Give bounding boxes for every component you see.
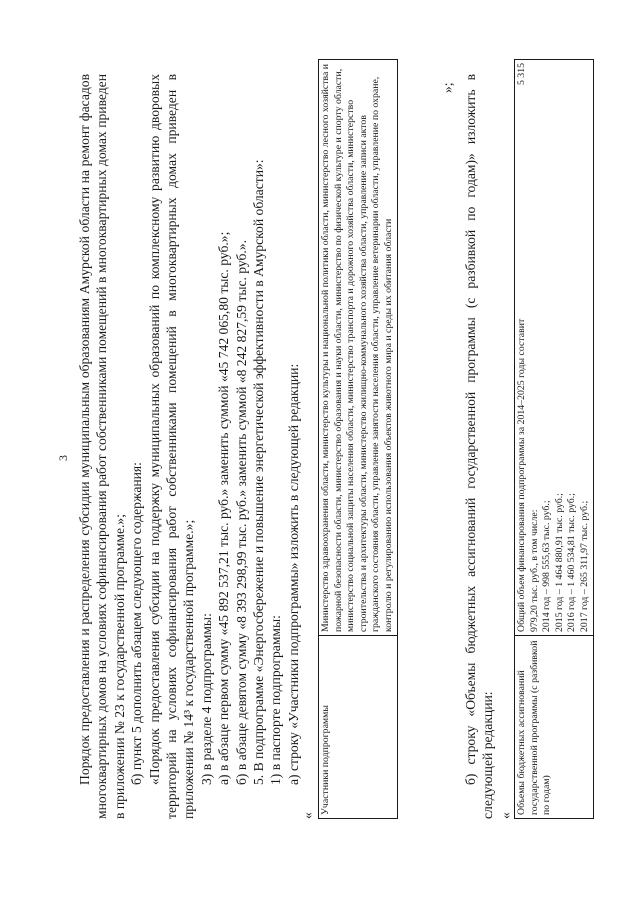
paragraph: а) строку «Участники подпрограммы» изложить в следующей редакции: [285,363,301,785]
paragraph: 5. В подпрограмме «Энергосбережение и повышение энергетической эффективности в Амурской области»: [251,159,267,785]
value-first-tail: 5 315 [516,63,527,86]
value-line: 2016 год – 1 460 534,81 тыс. руб.; [566,493,578,632]
paragraph: 3) в разделе 4 подпрограммы: [198,613,214,785]
value-first-text: Общий объем финансирования подпрограммы за 2014–2025 годы составит [516,318,527,632]
paragraph-after-table: б) строку «Объемы бюджетных ассигнований государственной программы (с разбивкой по годам)» изложить в следующей редакции: [463,74,496,819]
table-row [319,60,398,819]
paragraph: а) в абзаце первом сумму «45 892 537,21 тыс. руб.» заменить суммой «45 742 065,80 тыс. руб.»; [216,231,232,785]
paragraph: Порядок предоставления и распределения субсидии муниципальным образованиям Амурской области на ремонт фасадов многоквартирных домов на условиях софинансирования работ собственниками помещений в многоквартирных домах приведен в приложении № 23 к государственной программе.»; [77,74,127,819]
value-first-line [516,63,529,632]
budget-table [514,59,594,819]
value-line: 2017 год – 265 311,97 тыс. руб.; [578,500,590,632]
paragraph: б) пункт 5 дополнить абзацем следующего содержания: [129,462,145,785]
table-value-cell [515,60,594,636]
paragraph: б) в абзаце девятом сумму «8 393 298,99 тыс. руб.» заменить суммой «8 242 827,59 тыс. руб.». [233,239,249,785]
value-line: 2015 год – 1 464 880,91 тыс. руб.; [553,493,565,632]
paragraph: «Порядок предоставления субсидии на поддержку муниципальных образований по комплексному развитию дворовых территорий на условиях софинансирования работ собственниками помещений в многоквартирных домах приведен в приложении № 14³ к государственной программе.»; [146,74,197,819]
table-value-cell: Министерство здравоохранения области, министерство культуры и национальной политики области, министерство лесного хозяйства и пожарной безопасности области, министерство образования и науки области, министерство по физической культуре и спорту области, министерство социальной защиты населения области, министерство транспорта и дорожного хозяйства области, министерство строительства и архитектуры области, министерство жилищно-коммунального хозяйства области, управление записи актов гражданского состояния области, управление занятости населения области, управление ветеринарии области, управление по охране, контролю и регулированию использования объектов животного мира и среды их обитания области [319,60,398,636]
paragraph: 1) в паспорте подпрограммы: [268,615,284,785]
value-lines [529,63,592,632]
opening-quote: « [300,812,315,819]
table-label-cell: Объемы бюджетных ассигнований государственной программы (с разбивкой по годам) [515,636,594,819]
page-number: 3 [56,455,70,461]
opening-quote-2: « [498,812,513,819]
value-line: 2014 год – 998 555,63 тыс. руб.; [541,500,553,632]
participants-table [318,59,398,819]
document-body [76,74,302,819]
table-row [515,60,594,819]
closing-quote: »; [440,82,455,93]
value-line: 979,20 тыс. руб., в том числе: [528,509,540,632]
table-label-cell: Участники подпрограммы [319,636,398,819]
